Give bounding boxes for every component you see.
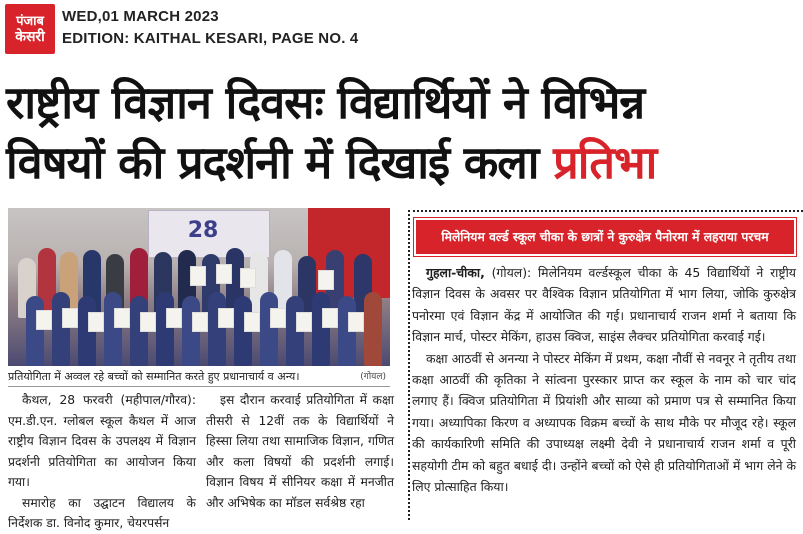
headline-line-1: राष्ट्रीय विज्ञान दिवसः विद्यार्थियों ने विभिन्न [6, 76, 645, 129]
headline-accent-word: प्रतिभा [553, 136, 657, 189]
masthead [0, 0, 801, 60]
left-column-2-paragraph: इस दौरान करवाई प्रतियोगिता में कक्षा तीसरी से 12वीं तक के विद्यार्थियों ने हिस्सा लिया तथा सामाजिक विज्ञान, गणित और कला विषयों की प्रदर्शनी लगाई। विज्ञान विषय में सीनियर कक्षा में मनजीत और अभिषेक का मॉडल सर्वश्रेष्ठ रहा [206, 393, 394, 510]
edition-info [62, 6, 358, 50]
left-dateline: कैथल, 28 फरवरी (महीपाल/गौरव): [22, 393, 196, 407]
logo-line-2: केसरी [15, 28, 45, 45]
award-ceremony-photo [8, 208, 390, 366]
punjab-kesari-logo [5, 4, 55, 54]
front-row [8, 288, 390, 366]
left-paragraph-1: एम.डी.एन. ग्लोबल स्कूल कैथल में आज राष्ट्रीय विज्ञान दिवस के उपलक्ष्य में विज्ञान प्रदर्शनी प्रतियोगिता का आयोजन किया गया। [8, 413, 196, 489]
banner-number-graphic: 28 [187, 218, 219, 243]
photo-credit: (गोयल) [360, 372, 386, 382]
right-paragraph-2: कक्षा आठवीं से अनन्या ने पोस्टर मेकिंग में प्रथम, कक्षा नौवीं से नवनूर ने तृतीय तथा कक्षा आठवीं की कृतिका ने सांत्वना पुरस्कार प्राप्त कर स्कूल के नाम को चार चांद लगाए हैं। क्विज प्रतियोगिता में प्रियांशी और साव्या को प्रमाण पत्र से सम्मानित किया गया। अध्यापिका किरण व अध्यापक विक्रम बच्चों के साथ मौके पर मौजूद रहे। स्कूल की कार्यकारिणी समिति की उपाध्यक्ष लक्ष्मी देवी ने प्रधानाचार्य राजन शर्मा व पूरी सहयोगी टीम को बहुत बधाई दी। उन्होंने बच्चों को ऐसे ही प्रतियोगिताओं में भाग लेने के लिए प्रोत्साहित किया। [412, 350, 796, 495]
right-paragraph-1: (गोयल): मिलेनियम वर्ल्डस्कूल चीका के 45 विद्यार्थियों ने राष्ट्रीय विज्ञान दिवस के अवसर पर वैश्विक विज्ञान प्रतियोगिता में भाग लिया, जोकि कुरुक्षेत्र पनोरमा एवं विज्ञान केंद्र में आयोजित की गई। प्रधानाचार्य राजन शर्मा ने बताया कि विज्ञान मार्च, पोस्टर मेकिंग, हाउस क्विज, साइंस लैक्चर प्रतियोगिता करवाई गई। [412, 265, 796, 345]
side-story-body [412, 262, 796, 518]
logo-line-1: पंजाब [16, 13, 44, 29]
photo-caption [8, 368, 390, 387]
story-left-column-2 [206, 390, 394, 518]
headline-line-2-main: विषयों की प्रदर्शनी में दिखाई कला [6, 136, 554, 189]
caption-text: प्रतियोगिता में अव्वल रहे बच्चों को सम्मानित करते हुए प्रधानाचार्य व अन्य। [8, 370, 300, 383]
edition-line: EDITION: KAITHAL KESARI, PAGE NO. 4 [62, 30, 359, 47]
left-paragraph-2: समारोह का उद्घाटन विद्यालय के निर्देशक डा. विनोद कुमार, चेयरपर्सन [8, 495, 196, 530]
publication-date: WED,01 MARCH 2023 [62, 8, 219, 25]
story-left-column-1 [8, 390, 196, 530]
side-story-subhead: मिलेनियम वर्ल्ड स्कूल चीका के छात्रों ने कुरुक्षेत्र पैनोरमा में लहराया परचम [416, 220, 794, 254]
headline-line-2 [6, 134, 656, 192]
right-dateline: गुहला-चीका, [426, 265, 485, 280]
